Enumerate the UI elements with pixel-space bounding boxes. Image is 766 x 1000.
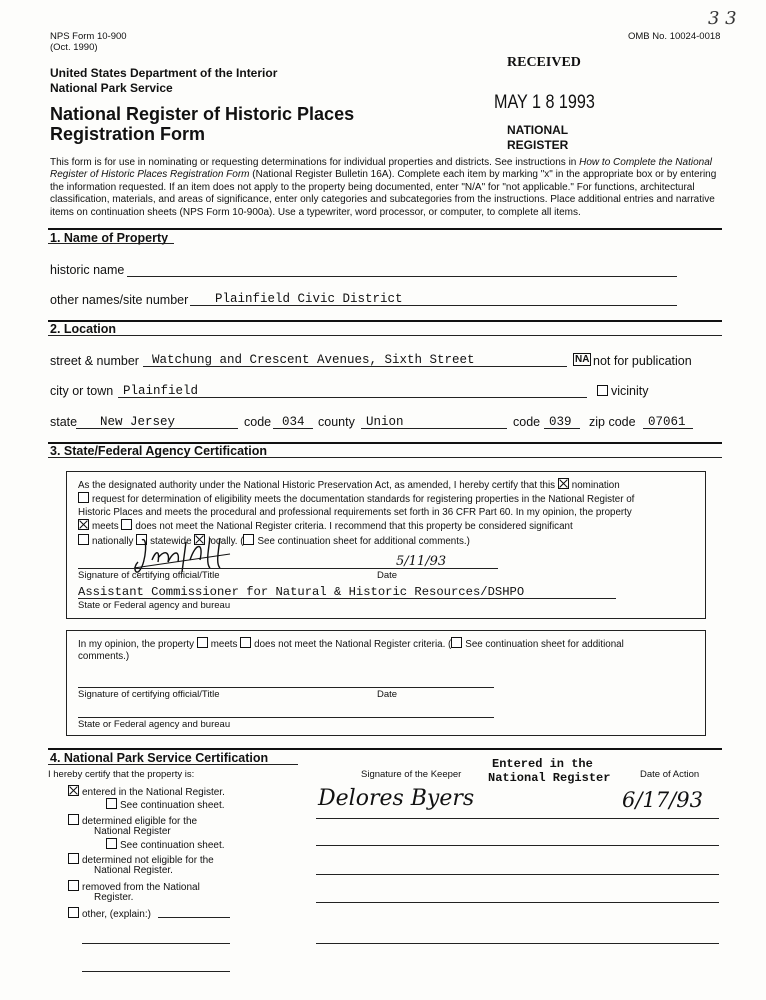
keeper-signature: Delores Byers xyxy=(318,786,475,811)
option-eligible-see[interactable] xyxy=(106,838,225,851)
locally-label: locally. ( xyxy=(208,535,244,547)
section2-heading-underline xyxy=(48,335,722,336)
agency-line-2[interactable] xyxy=(78,717,494,718)
section4-heading: 4. National Park Service Certification xyxy=(50,751,269,765)
entered-see-label: See continuation sheet. xyxy=(120,800,225,811)
section4-rule xyxy=(48,748,722,750)
request-checkbox[interactable] xyxy=(78,492,89,503)
cert-line3: Historic Places and meets the procedural and professional requirements set forth in 36 CFR Part 60. In my opinion, the property xyxy=(78,506,632,518)
other-names-field xyxy=(190,305,677,306)
other-explain-line-3[interactable] xyxy=(82,971,230,972)
option-entered-see[interactable] xyxy=(106,798,225,811)
nationally-checkbox[interactable] xyxy=(78,534,89,545)
statewide-label: statewide xyxy=(150,535,192,547)
county-label: county xyxy=(318,415,355,429)
opinion-does-not-meet-checkbox[interactable] xyxy=(240,637,251,648)
entered-stamp-line2: National Register xyxy=(488,771,611,785)
section3-heading-underline xyxy=(48,457,722,458)
other-explain-line-1[interactable] xyxy=(158,917,230,918)
county-field xyxy=(361,428,507,429)
not-eligible-label-2: National Register. xyxy=(94,865,173,876)
opinion-part-d: comments.) xyxy=(78,651,130,663)
na-mark[interactable]: NA xyxy=(575,354,590,365)
eligible-see-checkbox[interactable] xyxy=(106,838,117,849)
instructions-text-2: (National Register Bulletin 16A). Complete each item by marking "x" in the appropriate box or by entering the information requested. If an item does not apply to the property being documented, enter "N/A" for "not applicable." For functions, architectural classification, materials, and areas of significance, enter only categories and subcategories from the instructions. Place additional entries and narrative items on continuation sheets (NPS Form 10-900a). Use a typewriter, word processor, or computer, to complete all items. xyxy=(50,169,717,218)
stamp-date: MAY 1 8 1993 xyxy=(494,92,595,113)
other-names-label: other names/site number xyxy=(50,293,189,307)
nomination-label: nomination xyxy=(571,480,620,491)
not-eligible-label-1: determined not eligible for the xyxy=(82,855,214,866)
agency-line-1 xyxy=(78,598,616,599)
eligible-see-label: See continuation sheet. xyxy=(120,840,225,851)
nomination-checkbox[interactable] xyxy=(558,478,569,489)
keeper-line-4[interactable] xyxy=(316,902,719,903)
street-label: street & number xyxy=(50,354,139,368)
section1-rule xyxy=(48,228,722,230)
signature-line-2[interactable] xyxy=(78,687,494,688)
date-label-2: Date xyxy=(377,689,398,700)
date-of-action-label: Date of Action xyxy=(640,769,700,780)
section4-intro: I hereby certify that the property is: xyxy=(48,769,195,780)
meets-checkbox[interactable] xyxy=(78,519,89,530)
keeper-label: Signature of the Keeper xyxy=(361,769,462,780)
opinion-text xyxy=(78,637,698,664)
vicinity-checkbox[interactable] xyxy=(597,385,608,396)
option-removed[interactable] xyxy=(68,880,200,893)
agency-label-2: State or Federal agency and bureau xyxy=(78,719,231,730)
nationally-label: nationally xyxy=(92,535,134,547)
form-number: NPS Form 10-900 xyxy=(50,31,127,42)
county-code-field xyxy=(544,428,580,429)
stamp-received: RECEIVED xyxy=(507,55,581,70)
other-explain-line-2[interactable] xyxy=(82,943,230,944)
corner-handwritten-mark: 3 3 xyxy=(708,8,737,29)
zip-value[interactable]: 07061 xyxy=(648,415,686,429)
entered-label: entered in the National Register. xyxy=(82,787,225,798)
section4-heading-underline xyxy=(48,764,298,765)
other-names-value[interactable]: Plainfield Civic District xyxy=(215,292,403,306)
removed-label-1: removed from the National xyxy=(82,882,200,893)
removed-label-2: Register. xyxy=(94,892,134,903)
instructions-italic: How to Complete the National Register of Historic Places Registration Form xyxy=(50,157,712,181)
form-title-line2: Registration Form xyxy=(50,124,206,144)
cert-line2: request for determination of eligibility meets the documentation standards for registering properties in the National Register of xyxy=(92,494,635,506)
section1-heading-underline xyxy=(48,243,174,244)
action-date-value: 6/17/93 xyxy=(622,788,703,812)
opinion-part-b: does not meet the National Register criteria. ( xyxy=(254,639,452,650)
removed-checkbox[interactable] xyxy=(68,880,79,891)
omb-number: OMB No. 10024-0018 xyxy=(628,31,721,42)
entered-see-checkbox[interactable] xyxy=(106,798,117,809)
entered-stamp-line1: Entered in the xyxy=(492,757,593,771)
cert-line1: As the designated authority under the National Historic Preservation Act, as amended, I hereby certify that this xyxy=(78,480,556,491)
entered-checkbox[interactable] xyxy=(68,785,79,796)
city-value[interactable]: Plainfield xyxy=(123,384,199,398)
section2-heading: 2. Location xyxy=(50,322,116,336)
county-value[interactable]: Union xyxy=(366,415,404,429)
county-code-value[interactable]: 039 xyxy=(549,415,572,429)
vicinity-option[interactable] xyxy=(597,384,649,398)
meets-label: meets xyxy=(92,521,119,533)
historic-name-field[interactable] xyxy=(127,276,677,277)
service-name: National Park Service xyxy=(50,81,173,95)
instructions-paragraph xyxy=(50,157,720,219)
option-entered[interactable] xyxy=(68,785,225,798)
section1-heading: 1. Name of Property xyxy=(50,231,169,245)
opinion-see-continuation-checkbox[interactable] xyxy=(451,637,462,648)
zip-label: zip code xyxy=(589,415,636,429)
section3-heading: 3. State/Federal Agency Certification xyxy=(50,444,267,458)
state-value[interactable]: New Jersey xyxy=(100,415,176,429)
stamp-line2: REGISTER xyxy=(507,138,569,152)
street-value[interactable]: Watchung and Crescent Avenues, Sixth Street xyxy=(152,353,475,367)
date-label-1: Date xyxy=(377,570,398,581)
not-eligible-checkbox[interactable] xyxy=(68,853,79,864)
does-not-meet-checkbox[interactable] xyxy=(121,519,132,530)
option-other[interactable] xyxy=(68,907,151,920)
county-code-label: code xyxy=(513,415,541,429)
opinion-part-c: See continuation sheet for additional xyxy=(465,639,624,650)
keeper-line-1 xyxy=(316,818,719,819)
keeper-line-2[interactable] xyxy=(316,845,719,846)
street-field xyxy=(143,366,567,367)
state-code-value[interactable]: 034 xyxy=(282,415,305,429)
state-label: state xyxy=(50,415,78,429)
section2-rule xyxy=(48,320,722,322)
cert-date-value: 5/11/93 xyxy=(396,554,447,569)
state-code-label: code xyxy=(244,415,272,429)
opinion-part-a: In my opinion, the property xyxy=(78,639,194,650)
eligible-label-1: determined eligible for the xyxy=(82,816,198,827)
not-for-publication-label: not for publication xyxy=(593,354,692,368)
state-field xyxy=(76,428,238,429)
signature-label-1: Signature of certifying official/Title xyxy=(78,570,220,581)
other-label: other, (explain:) xyxy=(82,909,151,920)
department-name: United States Department of the Interior xyxy=(50,66,278,80)
eligible-label-2: National Register xyxy=(94,826,171,837)
instructions-text-1: This form is for use in nominating or requesting determinations for individual properties and districts. See instructions in xyxy=(50,157,580,168)
opinion-meets-checkbox[interactable] xyxy=(197,637,208,648)
other-checkbox[interactable] xyxy=(68,907,79,918)
eligible-checkbox[interactable] xyxy=(68,814,79,825)
see-continuation-label: See continuation sheet for additional comments.) xyxy=(257,535,470,547)
form-title-line1: National Register of Historic Places xyxy=(50,104,355,124)
agency-value[interactable]: Assistant Commissioner for Natural & Historic Resources/DSHPO xyxy=(78,585,525,599)
vicinity-label: vicinity xyxy=(611,384,649,398)
opinion-meets-label: meets xyxy=(210,639,238,650)
form-date: (Oct. 1990) xyxy=(50,42,98,53)
keeper-line-5[interactable] xyxy=(316,943,719,944)
city-field xyxy=(118,397,587,398)
state-code-field xyxy=(273,428,313,429)
agency-label-1: State or Federal agency and bureau xyxy=(78,600,231,611)
keeper-line-3[interactable] xyxy=(316,874,719,875)
stamp-line1: NATIONAL xyxy=(507,123,569,137)
zip-field xyxy=(643,428,693,429)
historic-name-label: historic name xyxy=(50,263,125,277)
cert-line4: does not meet the National Register criteria. I recommend that this property be considered significant xyxy=(135,521,573,533)
city-label: city or town xyxy=(50,384,114,398)
signature-label-2: Signature of certifying official/Title xyxy=(78,689,220,700)
